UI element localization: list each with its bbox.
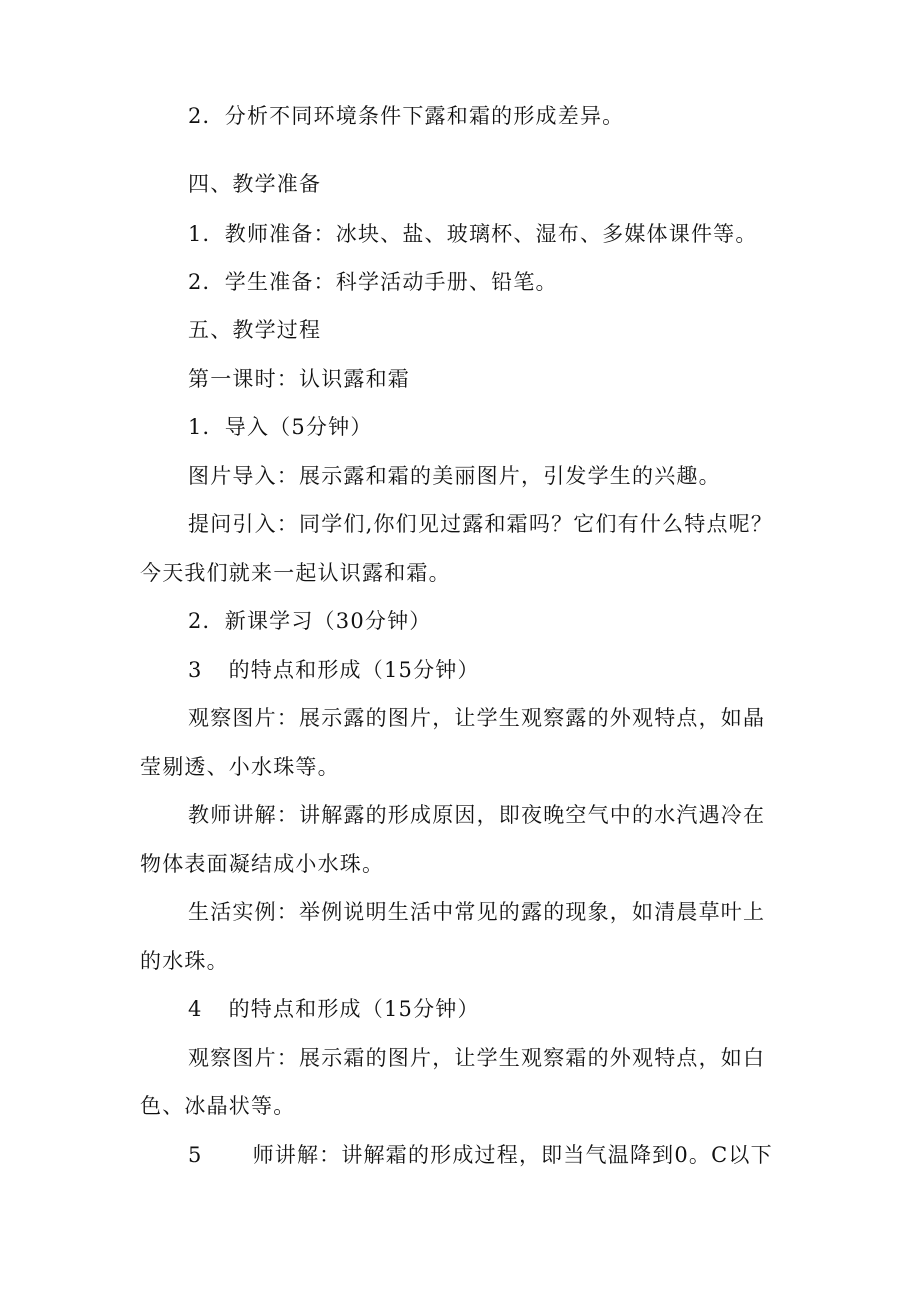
- step-heading-new-lesson: 2．新课学习（30分钟）: [188, 609, 432, 633]
- subheading-dew: [188, 658, 480, 682]
- paragraph-question-intro-line-2: 今天我们就来一起认识露和霜。: [140, 561, 451, 585]
- paragraph-picture-intro: 图片导入：展示露和霜的美丽图片，引发学生的兴趣。: [188, 464, 721, 488]
- section-heading-teaching-preparation: 四、教学准备: [188, 172, 322, 196]
- subheading-number: 3: [188, 658, 203, 682]
- paragraph-explain-dew-line-2: 物体表面凝结成小水珠。: [140, 852, 385, 876]
- objective-item-2: 2．分析不同环境条件下露和霜的形成差异。: [188, 104, 625, 128]
- paragraph-text: 师讲解：讲解霜的形成过程，即当气温降到0。C以下: [252, 1143, 773, 1167]
- paragraph-question-intro-line-1: 提问引入：同学们,你们见过露和霜吗？它们有什么特点呢？: [188, 512, 774, 536]
- paragraph-example-dew-line-1: 生活实例：举例说明生活中常见的露的现象，如清晨草叶上: [188, 900, 766, 924]
- paragraph-observe-dew-line-1: 观察图片：展示露的图片，让学生观察露的外观特点，如晶: [188, 706, 766, 730]
- paragraph-example-dew-line-2: 的水珠。: [140, 949, 229, 973]
- preparation-item-student: 2．学生准备：科学活动手册、铅笔。: [188, 270, 558, 294]
- step-heading-introduction: 1．导入（5分钟）: [188, 415, 373, 439]
- lesson-heading-first: 第一课时：认识露和霜: [188, 367, 410, 391]
- paragraph-observe-frost-line-2: 色、冰晶状等。: [140, 1094, 296, 1118]
- paragraph-explain-dew-line-1: 教师讲解：讲解露的形成原因，即夜晚空气中的水汽遇冷在: [188, 803, 766, 827]
- preparation-item-teacher: 1．教师准备：冰块、盐、玻璃杯、湿布、多媒体课件等。: [188, 222, 758, 246]
- subheading-text: 的特点和形成（15分钟）: [228, 658, 480, 682]
- paragraph-observe-dew-line-2: 莹剔透、小水珠等。: [140, 755, 340, 779]
- subheading-number: 4: [188, 997, 203, 1021]
- subheading-text: 的特点和形成（15分钟）: [228, 997, 480, 1021]
- section-heading-teaching-process: 五、教学过程: [188, 318, 322, 342]
- subheading-frost: [188, 997, 480, 1021]
- paragraph-explain-frost: [188, 1143, 773, 1167]
- paragraph-number: 5: [188, 1143, 203, 1167]
- paragraph-observe-frost-line-1: 观察图片：展示霜的图片，让学生观察霜的外观特点，如白: [188, 1046, 766, 1070]
